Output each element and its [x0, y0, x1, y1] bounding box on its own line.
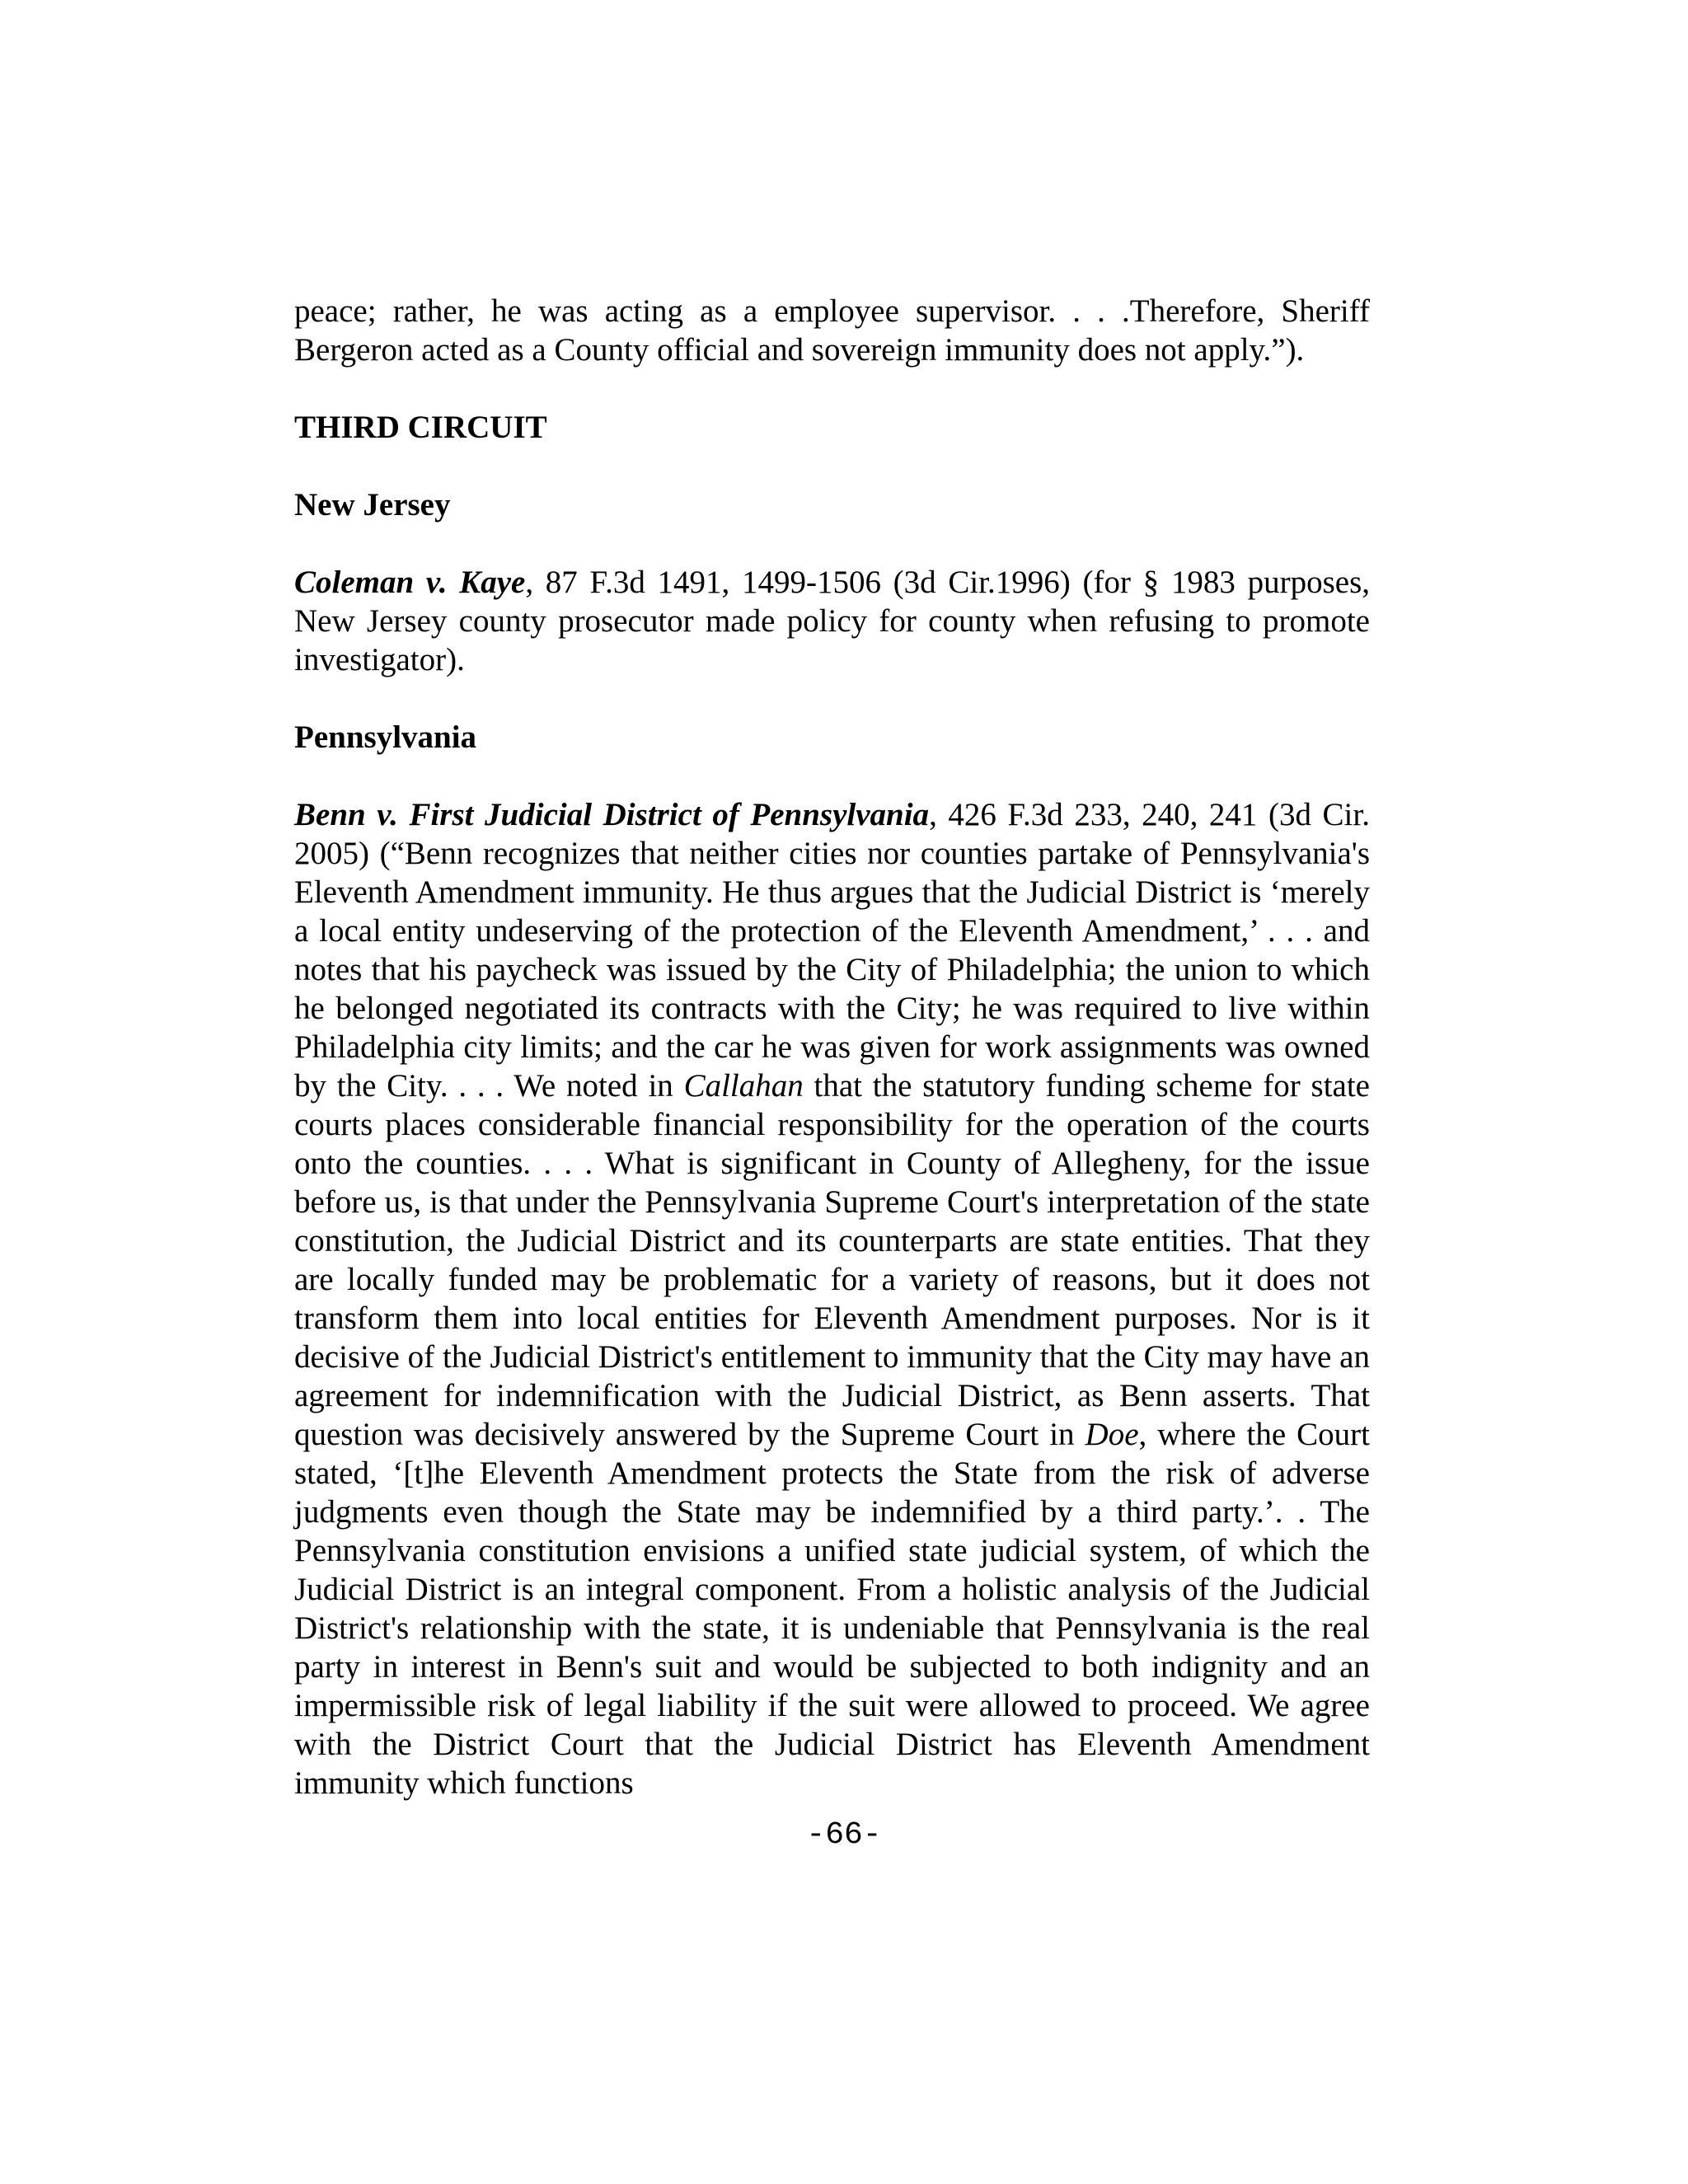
heading-new-jersey: New Jersey [294, 487, 451, 523]
coleman-citation-text: , 87 F.3d 1491, 1499-1506 (3d Cir.1996) (for § 1983 purposes, New Jersey county prosecutor made policy for county when refusing to promote investigator). [294, 565, 1370, 677]
case-name-coleman: Coleman v. Kaye [294, 565, 526, 600]
benn-italic-doe: Doe [1085, 1417, 1139, 1452]
benn-italic-callahan: Callahan [683, 1068, 804, 1104]
benn-paragraph [294, 795, 1370, 1802]
benn-text-part-3: , where the Court stated, ‘[t]he Eleventh Amendment protects the State from the risk of adverse judgments even though the State may be indemnified by a third party.’. . The Pennsylvania constitution envisions a unified state judicial system, of which the Judicial District is an integral component. From a holistic analysis of the Judicial District's relationship with the state, it is undeniable that Pennsylvania is the real party in interest in Benn's suit and would be subjected to both indignity and an impermissible risk of legal liability if the suit were allowed to proceed. We agree with the District Court that the Judicial District has Eleventh Amendment immunity which functions [294, 1417, 1370, 1801]
heading-pennsylvania: Pennsylvania [294, 719, 477, 755]
benn-text-part-2: that the statutory funding scheme for state courts places considerable financial responsibility for the operation of the courts onto the counties. . . . What is significant in County of Allegheny, for the issue before us, is that under the Pennsylvania Supreme Court's interpretation of the state constitution, the Judicial District and its counterparts are state entities. That they are locally funded may be problematic for a variety of reasons, but it does not transform them into local entities for Eleventh Amendment purposes. Nor is it decisive of the Judicial District's entitlement to immunity that the City may have an agreement for indemnification with the Judicial District, as Benn asserts. That question was decisively answered by the Supreme Court in [294, 1068, 1370, 1452]
page-number: -66- [806, 1817, 882, 1853]
document-page [294, 292, 1370, 1841]
continuation-paragraph: peace; rather, he was acting as a employee supervisor. . . .Therefore, Sheriff Bergeron acted as a County official and sovereign immunity does not apply.”). [294, 293, 1370, 368]
heading-third-circuit: THIRD CIRCUIT [294, 410, 547, 445]
benn-text-part-1: , 426 F.3d 233, 240, 241 (3d Cir. 2005) (“Benn recognizes that neither cities nor counties partake of Pennsylvania's Eleventh Amendment immunity. He thus argues that the Judicial District is ‘merely a local entity undeserving of the protection of the Eleventh Amendment,’ . . . and notes that his paycheck was issued by the City of Philadelphia; the union to which he belonged negotiated its contracts with the City; he was required to live within Philadelphia city limits; and the car he was given for work assignments was owned by the City. . . . We noted in [294, 797, 1370, 1104]
case-name-benn: Benn v. First Judicial District of Pennsylvania [294, 797, 930, 832]
coleman-paragraph [294, 563, 1370, 679]
